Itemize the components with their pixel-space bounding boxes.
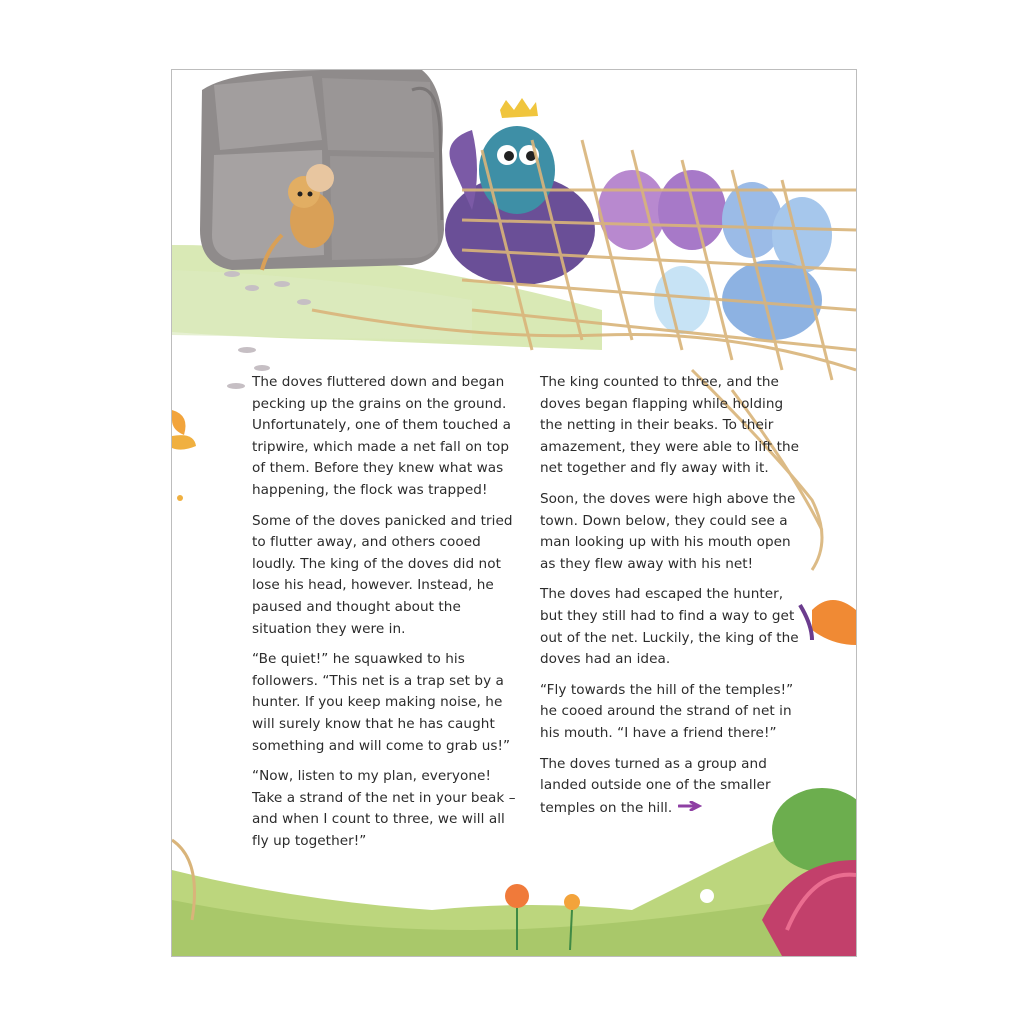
paragraph: Soon, the doves were high above the town. Down below, they could see a man looking up with his mouth open as they flew away with his net! — [540, 490, 796, 572]
paragraph: The doves fluttered down and began pecking up the grains on the ground. Unfortunately, one of them touched a tripwire, which made a net fall on top of them. Before they knew what was happening, the flock was trapped! — [252, 374, 512, 498]
paragraph: The king counted to three, and the doves began flapping while holding the netting in their beaks. To their amazement, they were able to lift the net together and fly away with it. — [540, 374, 800, 477]
right-text-column — [540, 372, 802, 828]
book-page — [171, 69, 857, 957]
continue-arrow-icon — [678, 797, 702, 819]
leaf-decor-left — [172, 410, 196, 501]
paragraph: Some of the doves panicked and tried to flutter away, and others cooed loudly. The king of the doves did not lose his head, however. Instead, he paused and thought about the situation they were in. — [252, 512, 513, 637]
paragraph: The doves had escaped the hunter, but they still had to find a way to get out of the net. Luckily, the king of the doves had an idea. — [540, 586, 799, 668]
paragraph-text: The doves turned as a group and landed outside one of the smaller temples on the hill. — [540, 755, 771, 816]
paragraph: “Now, listen to my plan, everyone! Take a strand of the net in your beak – and when I count to three, we will all fly up together!” — [252, 768, 516, 849]
butterfly — [800, 600, 856, 645]
paragraph: “Fly towards the hill of the temples!” he cooed around the strand of net in his mouth. “I have a friend there!” — [540, 681, 794, 741]
paragraph: “Be quiet!” he squawked to his followers. “This net is a trap set by a hunter. If you keep making noise, he will surely know that he has caught something and will come to grab us!” — [252, 651, 511, 754]
left-text-column — [252, 372, 517, 861]
paragraph-last — [540, 754, 802, 820]
